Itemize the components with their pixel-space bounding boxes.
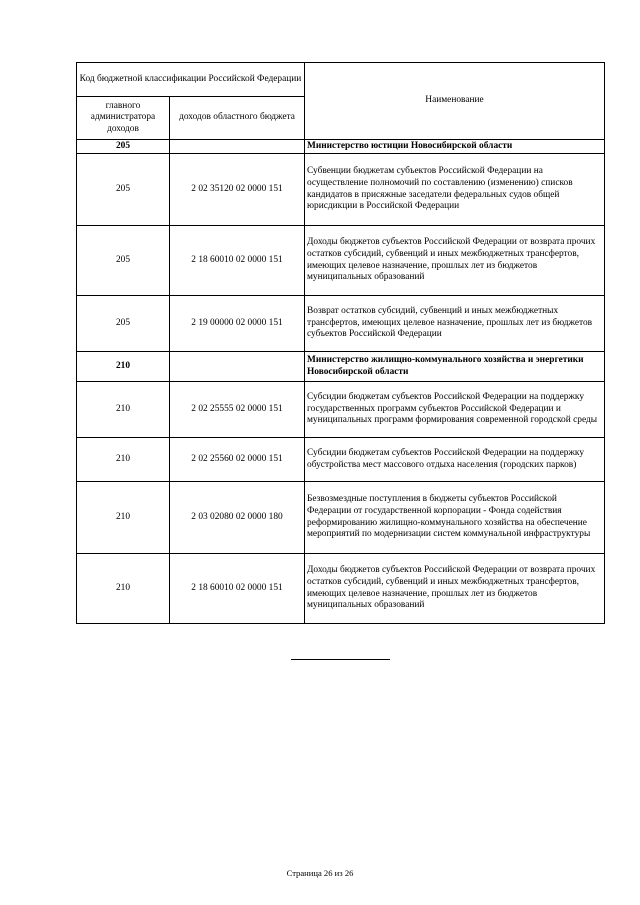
cell-admin-code: 205 — [77, 296, 170, 352]
cell-admin-code: 210 — [77, 438, 170, 482]
table-row — [77, 154, 605, 226]
cell-revenue-code: 2 02 25555 02 0000 151 — [170, 382, 305, 438]
cell-admin-code: 205 — [77, 226, 170, 296]
cell-name: Доходы бюджетов субъектов Российской Федерации от возврата прочих остатков субсидий, субвенций и иных межбюджетных трансфертов, имеющих целевое назначение, прошлых лет из бюджетов муниципальных образований — [305, 554, 605, 624]
table-row — [77, 482, 605, 554]
page-number: Страница 26 из 26 — [286, 868, 354, 878]
header-name: Наименование — [305, 63, 605, 140]
table-row — [77, 296, 605, 352]
cell-name: Безвозмездные поступления в бюджеты субъектов Российской Федерации от государственной корпорации - Фонда содействия реформированию жилищно-коммунального хозяйства на обеспечение мероприятий по модернизации систем коммунальной инфраструктуры — [305, 482, 605, 554]
cell-admin-code: 205 — [77, 140, 170, 154]
table-row — [77, 382, 605, 438]
header-classification-code: Код бюджетной классификации Российской Федерации — [77, 63, 305, 97]
cell-name: Министерство жилищно-коммунального хозяйства и энергетики Новосибирской области — [305, 352, 605, 382]
cell-name: Министерство юстиции Новосибирской области — [305, 140, 605, 154]
cell-name: Доходы бюджетов субъектов Российской Федерации от возврата прочих остатков субсидий, субвенций и иных межбюджетных трансфертов, имеющих целевое назначение, прошлых лет из бюджетов муниципальных образований — [305, 226, 605, 296]
cell-admin-code: 210 — [77, 382, 170, 438]
cell-revenue-code: 2 02 35120 02 0000 151 — [170, 154, 305, 226]
cell-admin-code: 205 — [77, 154, 170, 226]
cell-name: Субсидии бюджетам субъектов Российской Федерации на поддержку государственных программ субъектов Российской Федерации и муниципальных программ формирования современной городской среды — [305, 382, 605, 438]
cell-revenue-code — [170, 352, 305, 382]
header-regional-budget-revenue: доходов областного бюджета — [170, 97, 305, 140]
cell-admin-code: 210 — [77, 352, 170, 382]
cell-revenue-code: 2 02 25560 02 0000 151 — [170, 438, 305, 482]
cell-name: Возврат остатков субсидий, субвенций и иных межбюджетных трансфертов, имеющих целевое назначение, прошлых лет из бюджетов субъектов Российской Федерации — [305, 296, 605, 352]
cell-admin-code: 210 — [77, 482, 170, 554]
cell-revenue-code: 2 18 60010 02 0000 151 — [170, 226, 305, 296]
header-main-administrator: главного администратора доходов — [77, 97, 170, 140]
table-row — [77, 438, 605, 482]
budget-classification-table — [76, 62, 605, 624]
cell-revenue-code: 2 03 02080 02 0000 180 — [170, 482, 305, 554]
end-of-document-rule — [291, 659, 390, 660]
table-row — [77, 226, 605, 296]
cell-revenue-code: 2 19 00000 02 0000 151 — [170, 296, 305, 352]
table-row-ministry — [77, 140, 605, 154]
table-row — [77, 554, 605, 624]
cell-name: Субвенции бюджетам субъектов Российской Федерации на осуществление полномочий по составлению (изменению) списков кандидатов в присяжные заседатели федеральных судов общей юрисдикции в Российской Федерации — [305, 154, 605, 226]
cell-name: Субсидии бюджетам субъектов Российской Федерации на поддержку обустройства мест массового отдыха населения (городских парков) — [305, 438, 605, 482]
cell-admin-code: 210 — [77, 554, 170, 624]
cell-revenue-code — [170, 140, 305, 154]
table-row-ministry — [77, 352, 605, 382]
cell-revenue-code: 2 18 60010 02 0000 151 — [170, 554, 305, 624]
